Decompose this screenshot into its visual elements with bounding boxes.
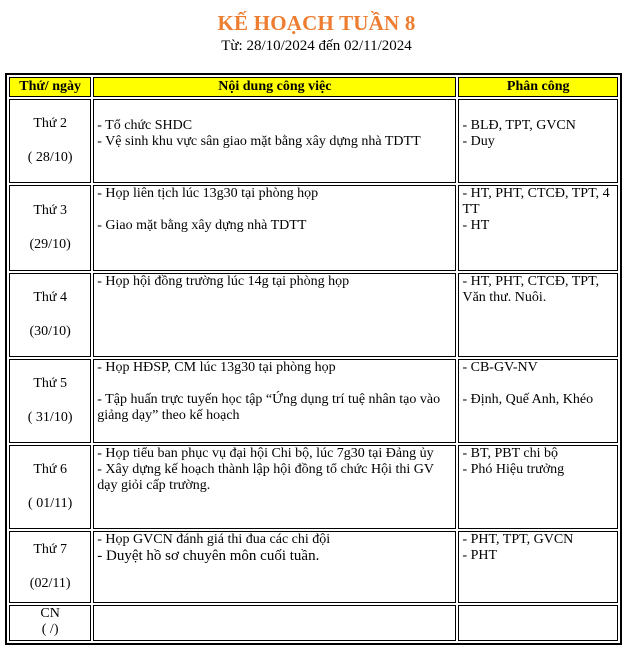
content-line: - Duyệt hồ sơ chuyên môn cuối tuần.: [97, 548, 320, 564]
assign-line: - Phó Hiệu trưởng: [462, 462, 565, 477]
day-date: ( 28/10): [27, 150, 73, 165]
header-day: Thứ/ ngày: [9, 77, 91, 97]
content-cell: [93, 531, 456, 603]
content-line: - Họp tiểu ban phục vụ đại hội Chi bộ, lúc 7g30 tại Đảng ủy: [97, 446, 434, 461]
assign-cell: [458, 359, 618, 443]
content-line: - Xây dựng kế hoạch thành lập hội đồng tổ chức Hội thi GV dạy giỏi cấp trường.: [97, 462, 438, 493]
content-cell: [93, 445, 456, 529]
day-cell: [9, 605, 91, 641]
assign-line: - PHT: [462, 548, 498, 563]
day-label: CN: [40, 606, 60, 621]
table-row: [9, 531, 618, 603]
assign-line: - Duy: [462, 134, 495, 149]
day-date: ( 31/10): [27, 410, 73, 425]
day-label: Thứ 7: [33, 542, 67, 557]
content-cell: [93, 273, 456, 357]
page-title: KẾ HOẠCH TUẦN 8: [217, 11, 416, 35]
content-line: - Giao mặt bằng xây dựng nhà TDTT: [97, 218, 307, 233]
table-row: [9, 273, 618, 357]
table-header-row: [9, 77, 618, 97]
day-date: (30/10): [29, 324, 71, 339]
header-content: Nội dung công việc: [93, 77, 456, 97]
day-cell: [9, 445, 91, 529]
content-line: - Họp hội đồng trường lúc 14g tại phòng họp: [97, 274, 350, 289]
day-cell: [9, 185, 91, 271]
assign-line: - PHT, TPT, GVCN: [462, 532, 574, 547]
day-label: Thứ 6: [33, 462, 67, 477]
day-label: Thứ 5: [33, 376, 67, 391]
assign-cell: [458, 445, 618, 529]
day-cell: [9, 531, 91, 603]
assign-cell: [458, 185, 618, 271]
assign-line: - BLĐ, TPT, GVCN: [462, 118, 576, 133]
day-date: ( 01/11): [28, 496, 73, 511]
table-row: [9, 99, 618, 183]
assign-line: - HT, PHT, CTCĐ, TPT, Văn thư. Nuôi.: [462, 274, 603, 305]
date-range: Từ: 28/10/2024 đến 02/11/2024: [221, 38, 412, 54]
assign-cell: [458, 605, 618, 641]
content-line: - Vệ sinh khu vực sân giao mặt bằng xây dựng nhà TDTT: [97, 134, 421, 149]
table-row: [9, 185, 618, 271]
assign-line: - HT: [462, 218, 490, 233]
content-cell: [93, 605, 456, 641]
content-line: - Tổ chức SHDC: [97, 118, 193, 133]
content-line: - Họp GVCN đánh giá thi đua các chi đội: [97, 532, 331, 547]
content-line: - Họp liên tịch lúc 13g30 tại phòng họp: [97, 186, 319, 201]
table-row: [9, 605, 618, 641]
table-row: [9, 445, 618, 529]
day-label: Thứ 3: [33, 203, 67, 218]
table-row: [9, 359, 618, 443]
content-line: - Tập huấn trực tuyến học tập “Ứng dụng trí tuệ nhân tạo vào giảng dạy” theo kế hoạch: [97, 392, 444, 423]
day-label: Thứ 2: [33, 116, 67, 131]
day-date: (02/11): [29, 576, 71, 591]
assign-cell: [458, 273, 618, 357]
day-cell: [9, 99, 91, 183]
day-cell: [9, 359, 91, 443]
weekly-plan-table: [5, 73, 622, 645]
day-cell: [9, 273, 91, 357]
content-cell: [93, 359, 456, 443]
day-label: Thứ 4: [33, 290, 67, 305]
assign-cell: [458, 99, 618, 183]
header-assign: Phân công: [458, 77, 618, 97]
assign-line: - CB-GV-NV: [462, 360, 538, 375]
day-date: ( /): [41, 622, 59, 637]
assign-line: - BT, PBT chi bộ: [462, 446, 558, 461]
content-line: - Họp HĐSP, CM lúc 13g30 tại phòng họp: [97, 360, 336, 375]
day-date: (29/10): [29, 237, 71, 252]
assign-cell: [458, 531, 618, 603]
assign-line: - HT, PHT, CTCĐ, TPT, 4 TT: [462, 186, 613, 217]
content-cell: [93, 99, 456, 183]
content-cell: [93, 185, 456, 271]
assign-line: - Định, Quế Anh, Khéo: [462, 392, 594, 407]
